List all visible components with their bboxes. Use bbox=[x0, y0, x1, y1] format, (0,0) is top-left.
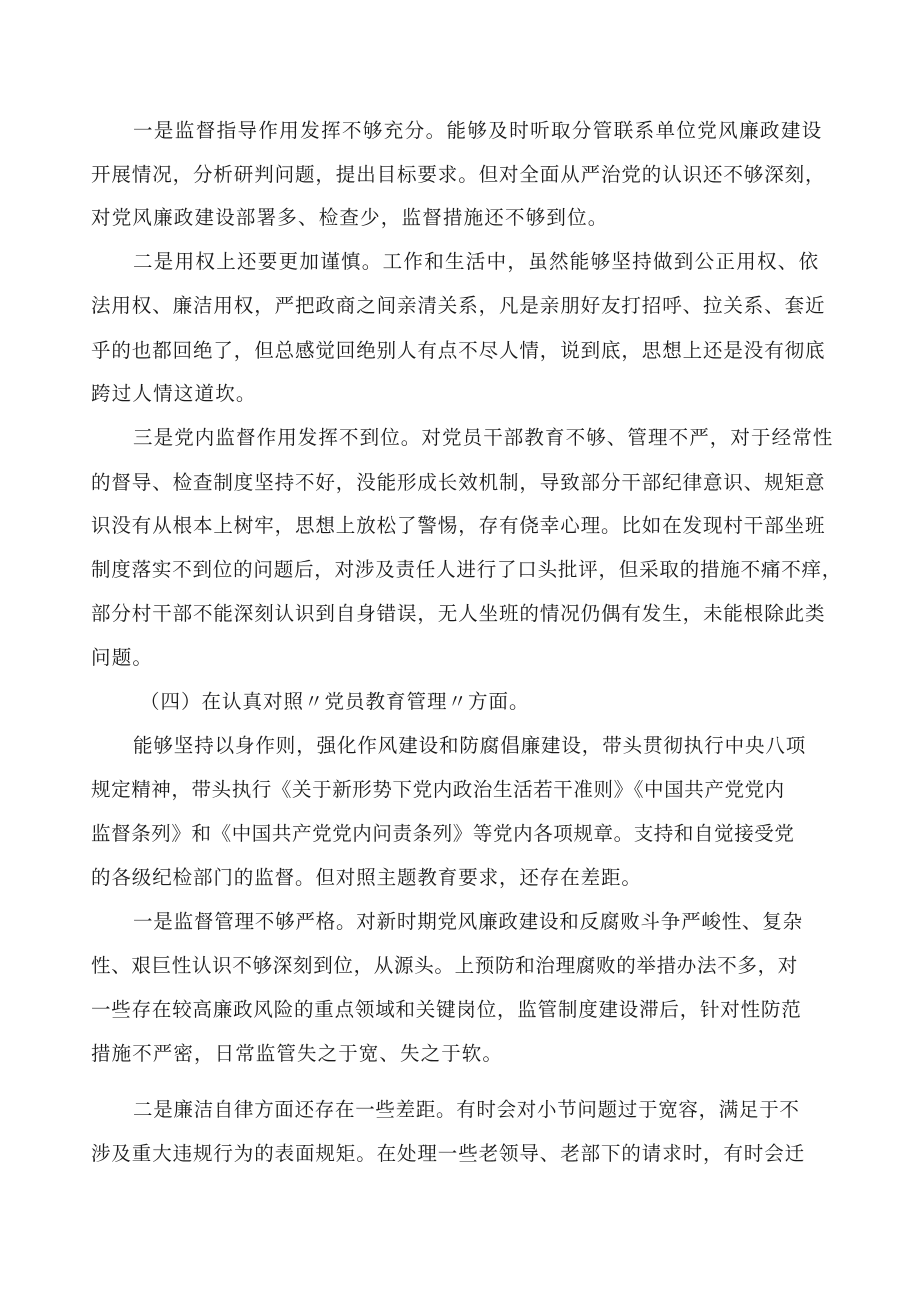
para-5-line-3: 一些存在较高廉政风险的重点领域和关键岗位，监管制度建设滞后，针对性防范 bbox=[91, 998, 802, 1021]
para-3-line-6: 问题。 bbox=[91, 646, 154, 669]
para-5-line-4: 措施不严密，日常监管失之于宽、失之于软。 bbox=[91, 1042, 504, 1065]
para-1-line-1: 一是监督指导作用发挥不够充分。能够及时听取分管联系单位党风廉政建设 bbox=[133, 119, 823, 142]
para-3-line-1: 三是党内监督作用发挥不到位。对党员干部教育不够、管理不严，对于经常性 bbox=[133, 426, 834, 449]
para-5-line-1: 一是监督管理不够严格。对新时期党风廉政建设和反腐败斗争严峻性、复杂 bbox=[133, 910, 803, 933]
para-3-line-2: 的督导、检查制度坚持不好，没能形成长效机制，导致部分干部纪律意识、规矩意 bbox=[91, 471, 826, 494]
section-heading-4: （四）在认真对照〃党员教育管理〃方面。 bbox=[140, 690, 530, 713]
para-2-line-3: 乎的也都回绝了，但总感觉回绝别人有点不尽人情，说到底，思想上还是没有彻底 bbox=[91, 339, 826, 362]
para-4-line-1: 能够坚持以身作则，强化作风建设和防腐倡廉建设，带头贯彻执行中央八项 bbox=[133, 734, 807, 757]
para-3-line-5: 部分村干部不能深刻认识到自身错误，无人坐班的情况仍偶有发生，未能根除此类 bbox=[91, 602, 826, 625]
para-3-line-4: 制度落实不到位的问题后，对涉及责任人进行了口头批评，但采取的措施不痛不痒， bbox=[91, 558, 843, 581]
para-2-line-4: 跨过人情这道坎。 bbox=[91, 382, 257, 405]
para-4-line-4: 的各级纪检部门的监督。但对照主题教育要求，还存在差距。 bbox=[91, 866, 642, 889]
para-1-line-3: 对党风廉政建设部署多、检查少，监督措施还不够到位。 bbox=[91, 206, 609, 229]
para-5-line-2: 性、艰巨性认识不够深刻到位，从源头。上预防和治理腐败的举措办法不多，对 bbox=[91, 954, 799, 977]
para-6-line-2: 涉及重大违规行为的表面规矩。在处理一些老领导、老部下的请求时，有时会迁 bbox=[91, 1142, 806, 1165]
para-2-line-1: 二是用权上还要更加谨慎。工作和生活中，虽然能够坚持做到公正用权、依 bbox=[133, 250, 820, 273]
para-4-line-2: 规定精神，带头执行《关于新形势下党内政治生活若干准则》《中国共产党党内 bbox=[91, 778, 785, 801]
para-4-line-3: 监督条列》和《中国共产党党内问责条列》等党内各项规章。支持和自觉接受党 bbox=[91, 822, 795, 845]
para-2-line-2: 法用权、廉洁用权，严把政商之间亲清关系，凡是亲朋好友打招呼、拉关系、套近 bbox=[91, 294, 826, 317]
para-1-line-2: 开展情况，分析研判问题，提出目标要求。但对全面从严治党的认识还不够深刻， bbox=[91, 163, 826, 186]
para-3-line-3: 识没有从根本上树牢，思想上放松了警惕，存有侥幸心理。比如在发现村干部坐班 bbox=[91, 514, 826, 537]
para-6-line-1: 二是廉洁自律方面还存在一些差距。有时会对小节问题过于宽容，满足于不 bbox=[133, 1098, 800, 1121]
